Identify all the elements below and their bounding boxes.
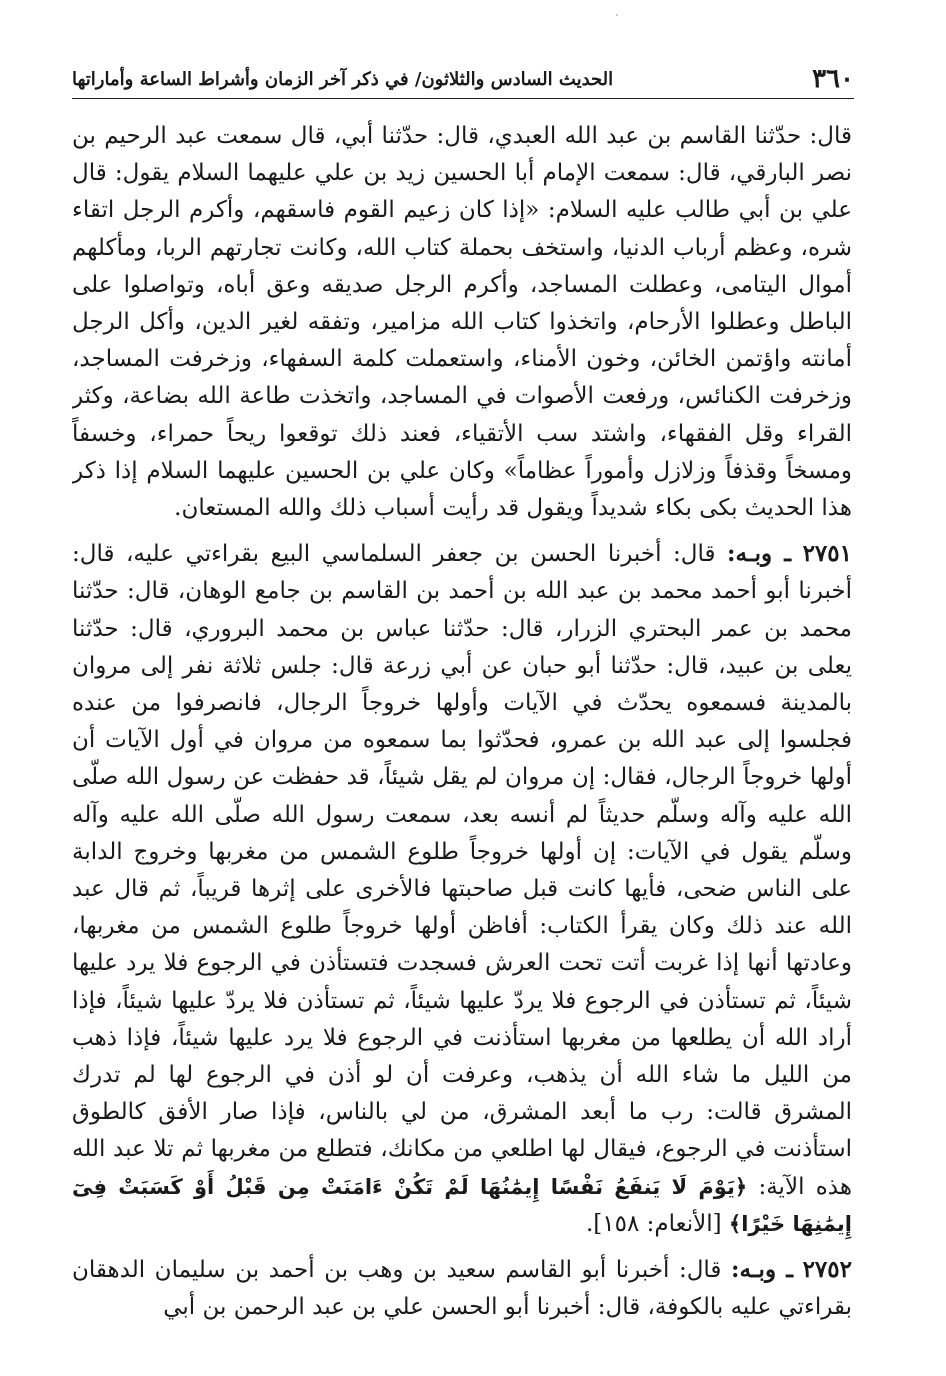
quran-reference: [الأنعام: ١٥٨].: [585, 1210, 722, 1237]
paragraph-continued: [72, 118, 852, 527]
header-rule: [72, 98, 854, 99]
running-title: الحديث السادس والثلاثون/ في ذكر آخر الزمان وأشراط الساعة وأماراتها: [72, 68, 614, 90]
hadith-number: ٢٧٥٢: [802, 1256, 852, 1284]
page-number: ٣٦٠: [812, 64, 854, 94]
hadith-text: قال: أخبرنا أبو القاسم سعيد بن وهب بن أحمد بن سليمان الدهقان بقراءتي عليه بالكوفة، قال: أخبرنا أبو الحسن علي بن عبد الرحمن بن أبي: [72, 1257, 852, 1321]
hadith-2752: [72, 1251, 852, 1326]
hadith-lead: ـ وبـه:: [727, 540, 792, 568]
scan-speck: [616, 14, 618, 16]
hadith-lead: ـ وبـه:: [730, 1256, 794, 1284]
hadith-number: ٢٧٥١: [802, 540, 852, 568]
body-text: [72, 118, 852, 1358]
quran-verse: ﴿يَوْمَ لَا يَنفَعُ نَفْسًا إِيمَٰنُهَا لَمْ تَكُنْ ءَامَنَتْ مِن قَبْلُ أَوْ كَسَبَتْ فِىٓ إِيمَٰنِهَا خَيْرًا﴾: [72, 1174, 852, 1236]
page-header: [72, 62, 854, 96]
paragraph-text: قال: حدّثنا القاسم بن عبد الله العبدي، قال: حدّثنا أبي، قال سمعت عبد الرحيم بن نصر البارقي، قال: سمعت الإمام أبا الحسين زيد بن علي عليهما السلام يقول: قال علي بن أبي طالب عليه السلام: «إذا كان زعيم القوم فاسقهم، وأكرم الرجل اتقاء شره، وعظم أرباب الدنيا، واستخف بحملة كتاب الله، وكانت تجارتهم الربا، ومأكلهم أموال اليتامى، وعطلت المساجد، وأكرم الرجل صديقه وعق أباه، وتواصلوا على الباطل وعطلوا الأرحام، واتخذوا كتاب الله مزامير، وتفقه لغير الدين، وأكل الرجل أمانته واؤتمن الخائن، وخون الأمناء، واستعملت كلمة السفهاء، وزخرفت المساجد، وزخرفت الكنائس، ورفعت الأصوات في المساجد، واتخذت طاعة الله بضاعة، وكثر القراء وقل الفقهاء، واشتد سب الأتقياء، فعند ذلك توقعوا ريحاً حمراء، وخسفاً ومسخاً وقذفاً وزلازل وأموراً عظاماً» وكان علي بن الحسين عليهما السلام إذا ذكر هذا الحديث بكى بكاء شديداً ويقول قد رأيت أسباب ذلك والله المستعان.: [72, 123, 852, 522]
hadith-2751: [72, 535, 852, 1243]
hadith-text: قال: أخبرنا الحسن بن جعفر السلماسي البيع بقراءتي عليه، قال: أخبرنا أبو أحمد محمد بن عبد الله بن أحمد بن القاسم بن جامع الوهان، قال: حدّثنا محمد بن عمر البحتري الزرار، قال: حدّثنا عباس بن محمد البروري، قال: حدّثنا يعلى بن عبيد، قال: حدّثنا أبو حبان عن أبي زرعة قال: جلس ثلاثة نفر إلى مروان بالمدينة فسمعوه يحدّث في الآيات وأولها خروجاً الرجال، فانصرفوا من عنده فجلسوا إلى عبد الله بن عمرو، فحدّثوا بما سمعوه من مروان في أول الآيات أن أولها خروجاً الرجال، فقال: إن مروان لم يقل شيئاً، قد حفظت عن رسول الله صلّى الله عليه وآله وسلّم حديثاً لم أنسه بعد، سمعت رسول الله صلّى الله عليه وآله وسلّم يقول في الآيات: إن أولها خروجاً طلوع الشمس من مغربها وخروج الدابة على الناس ضحى، فأيها كانت قبل صاحبتها فالأخرى على إثرها قريباً، ثم قال عبد الله عند ذلك وكان يقرأ الكتاب: أفاظن أولها خروجاً طلوع الشمس من مغربها، وعادتها أنها إذا غربت أتت تحت العرش فسجدت فتستأذن في الرجوع فلا يرد عليها شيئاً، ثم تستأذن في الرجوع فلا يردّ عليها شيئاً، ثم تستأذن فلا يردّ عليها شيئاً، فإذا أراد الله أن يطلعها من مغربها استأذنت في الرجوع فلا يرد عليها شيئاً، فإذا ذهب من الليل ما شاء الله أن يذهب، وعرفت أن لو أذن في الرجوع لها لم تدرك المشرق قالت: رب ما أبعد المشرق، من لي بالناس، فإذا صار الأفق كالطوق استأذنت في الرجوع، فيقال لها اطلعي من مكانك، فتطلع من مغربها ثم تلا عبد الله هذه الآية:: [72, 541, 852, 1200]
